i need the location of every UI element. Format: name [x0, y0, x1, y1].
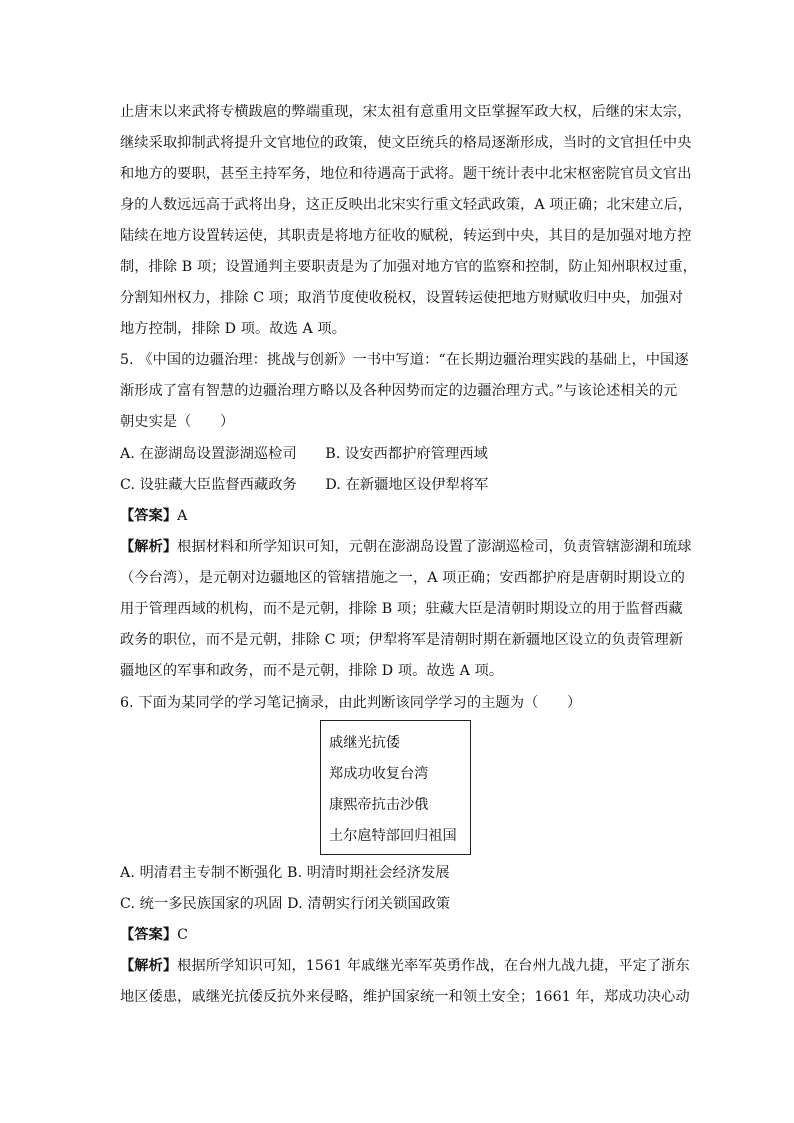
- answer-value: C: [177, 927, 189, 943]
- analysis-label: 【解析】: [120, 539, 178, 555]
- analysis-text: 根据所学知识可知，1561 年戚继光率军英勇作战，在台州九战九捷，平定了浙东: [177, 958, 690, 974]
- question-6-analysis: [120, 956, 690, 976]
- paragraph-line: 分割知州权力，排除 C 项；取消节度使收税权，设置转运使把地方财赋收归中央，加强对: [120, 290, 684, 306]
- question-6-answer: [120, 925, 680, 945]
- paragraph-line: 身的人数远远高于武将出身，这正反映出北宋实行重文轻武政策，A 项正确；北宋建立后，: [120, 197, 693, 213]
- paragraph-line: 继续采取抑制武将提升文官地位的政策，使文臣统兵的格局逐渐形成，当时的文官担任中央: [120, 135, 692, 151]
- analysis-line: 用于管理西域的机构，而不是元朝，排除 B 项；驻藏大臣是清朝时期设立的用于监督西藏: [120, 601, 683, 617]
- answer-value: A: [177, 508, 188, 524]
- note-item: 土尔扈特部回归祖国: [329, 828, 457, 844]
- question-5-options: C. 设驻藏大臣监督西藏政务 D. 在新疆地区设伊犁将军: [120, 477, 489, 493]
- analysis-line: 地区倭患，戚继光抗倭反抗外来侵略，维护国家统一和领土安全；1661 年，郑成功决心动: [120, 989, 690, 1005]
- question-5-answer: [120, 506, 680, 526]
- paragraph-line: 止唐末以来武将专横跋扈的弊端重现，宋太祖有意重用文臣掌握军政大权，后继的宋太宗，: [120, 104, 692, 120]
- note-item: 戚继光抗倭: [329, 735, 400, 751]
- question-6-options: C. 统一多民族国家的巩固 D. 清朝实行闭关锁国政策: [120, 896, 451, 912]
- analysis-label: 【解析】: [120, 958, 178, 974]
- question-6-options: A. 明清君主专制不断强化 B. 明清时期社会经济发展: [120, 865, 450, 881]
- answer-label: 【答案】: [120, 927, 178, 943]
- question-5-analysis: [120, 537, 692, 557]
- note-item: 郑成功收复台湾: [329, 766, 429, 782]
- study-notes-box: [320, 720, 471, 855]
- analysis-text: 根据材料和所学知识可知，元朝在澎湖岛设置了澎湖巡检司，负责管辖澎湖和琉球: [177, 539, 692, 555]
- question-5-stem: 渐形成了富有智慧的边疆治理方略以及各种因势而定的边疆治理方式。”与该论述相关的元: [120, 383, 678, 399]
- analysis-line: 疆地区的军事和政务，而不是元朝，排除 D 项。故选 A 项。: [120, 663, 504, 679]
- question-5-options: A. 在澎湖岛设置澎湖巡检司 B. 设安西都护府管理西域: [120, 446, 488, 462]
- analysis-line: 政务的职位，而不是元朝，排除 C 项；伊犁将军是清朝时期在新疆地区设立的负责管理新: [120, 632, 684, 648]
- paragraph-line: 地方控制，排除 D 项。故选 A 项。: [120, 321, 346, 337]
- question-5-stem: 5. 《中国的边疆治理：挑战与创新》一书中写道：“在长期边疆治理实践的基础上，中国逐: [120, 352, 689, 368]
- answer-label: 【答案】: [120, 508, 178, 524]
- question-6-stem: 6. 下面为某同学的学习笔记摘录，由此判断该同学学习的主题为（ ）: [120, 695, 582, 711]
- question-5-stem: 朝史实是（ ）: [120, 414, 235, 430]
- paragraph-line: 制，排除 B 项；设置通判主要职责是为了加强对地方官的监察和控制，防止知州职权过重，: [120, 259, 697, 275]
- paragraph-line: 和地方的要职，甚至主持军务，地位和待遇高于武将。题干统计表中北宋枢密院官员文官出: [120, 166, 692, 182]
- paragraph-line: 陆续在地方设置转运使，其职责是将地方征收的赋税，转运到中央，其目的是加强对地方控: [120, 228, 692, 244]
- analysis-line: （今台湾），是元朝对边疆地区的管辖措施之一，A 项正确；安西都护府是唐朝时期设立的: [120, 570, 686, 586]
- note-item: 康熙帝抗击沙俄: [329, 797, 429, 813]
